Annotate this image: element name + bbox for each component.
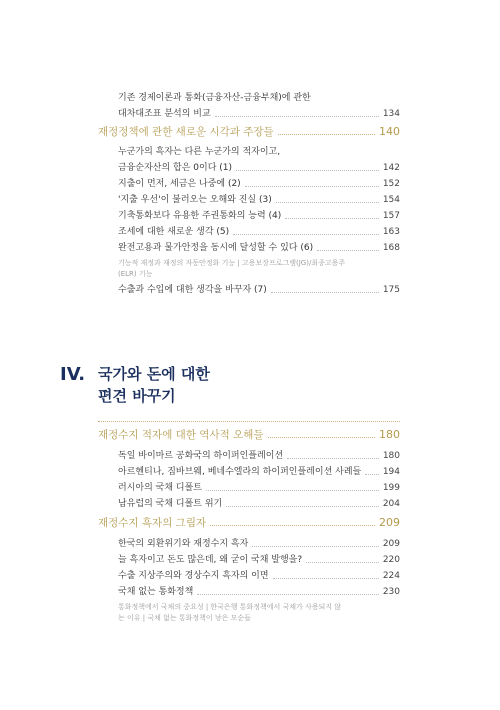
dot-leader [278,134,375,135]
toc-entry [118,482,400,494]
toc-entry-title: '지출 우선'이 불러오는 오해와 진실 (3) [118,195,272,205]
dot-leader [236,170,379,171]
separator-line [98,421,400,422]
toc-entry-title: 대차대조표 분석의 비교 [118,109,211,119]
page-number: 168 [382,243,400,253]
page-number: 142 [382,163,400,173]
page-number: 157 [382,211,400,221]
toc-entry [118,178,400,190]
note-line: (ELR) 기능 [118,270,153,278]
dot-leader [226,506,379,507]
page-number: 199 [382,483,400,493]
toc-entry [118,194,400,206]
dot-leader [285,218,379,219]
toc-entry [118,586,400,598]
toc-entry-title: 금융순자산의 합은 0이다 (1) [118,163,232,173]
toc-entry-title: 기축통화보다 유용한 주권통화의 능력 (4) [118,211,282,221]
toc-entry-title: 완전고용과 물가안정을 동시에 달성할 수 있다 (6) [118,243,314,253]
toc-entry-title: 아르헨티나, 짐바브웨, 베네수엘라의 하이퍼인플레이션 사례들 [118,467,362,477]
toc-entry [118,450,400,462]
note-line: 기능적 재정과 재정의 자동안정화 기능 | 고용보장프로그램(JG)/최종고용주 [118,259,346,267]
toc-entry-title: 국채 없는 통화정책 [118,587,194,597]
toc-entry-title: 독일 바이마르 공화국의 하이퍼인플레이션 [118,451,284,461]
toc-entry [118,466,400,478]
dot-leader [365,474,379,475]
dot-leader [276,202,379,203]
toc-entry-title: 수출 지상주의와 경상수지 흑자의 이면 [118,571,269,581]
dot-leader [287,458,379,459]
toc-section-fiscal-policy [98,125,400,139]
page-number: 230 [382,587,400,597]
dot-leader [271,292,379,293]
toc-entry [118,162,400,174]
toc-entry-title: 수출과 수입에 대한 생각을 바꾸자 (7) [118,285,267,295]
toc-entry [118,146,400,158]
toc-entry-title: 늘 흑자이고 돈도 많은데, 왜 굳이 국채 발행을? [118,555,303,565]
dot-leader [252,546,379,547]
page-number: 209 [379,516,400,529]
toc-note [118,258,400,280]
section-title: 재정수지 적자에 대한 역사적 오해들 [98,429,264,441]
toc-entry [118,570,400,582]
toc-section-deficit-myths [98,428,400,442]
section-title: 재정정책에 관한 새로운 시각과 주장들 [98,126,274,138]
dot-leader [210,525,375,526]
toc-note [118,602,400,624]
toc-entry [118,284,400,296]
toc-entry [118,538,400,550]
dot-leader [245,186,379,187]
chapter-title-line2: 편견 바꾸기 [98,387,176,405]
dot-leader [206,490,379,491]
toc-entry-title: 누군가의 흑자는 다른 누군가의 적자이고, [118,147,281,157]
toc-entry-intro-cont [118,108,400,120]
note-line: 는 이유 | 국채 없는 통화정책이 낳은 모순들 [118,614,251,622]
page-number: 209 [382,539,400,549]
page-number: 224 [382,571,400,581]
toc-entry-title: 지출이 먼저, 세금은 나중에 (2) [118,179,241,189]
page-number: 140 [379,125,400,138]
page-number: 175 [382,285,400,295]
toc-entry-title: 러시아의 국채 디폴트 [118,483,202,493]
page-number: 180 [382,451,400,461]
toc-entry-title: 한국의 외환위기와 재정수지 흑자 [118,539,249,549]
note-line: 통화정책에서 국채의 중요성 | 한국은행 통화정책에서 국채가 사용되지 않 [118,603,342,611]
page-number: 204 [382,499,400,509]
toc-entry-title: 남유럽의 국채 디폴트 위기 [118,499,223,509]
section-title: 재정수지 흑자의 그림자 [98,517,207,529]
toc-entry-title: 기존 경제이론과 통화(금융자산-금융부채)에 관한 [118,93,311,103]
dot-leader [273,578,379,579]
dot-leader [306,562,379,563]
page-number: 180 [379,428,400,441]
dot-leader [215,116,379,117]
dot-leader [233,234,379,235]
page-number: 163 [382,227,400,237]
toc-entry [118,554,400,566]
chapter-title-line1: 국가와 돈에 대한 [98,365,210,383]
dot-leader [197,594,379,595]
toc-entry [118,210,400,222]
chapter-number: IV. [60,364,86,385]
page-number: 152 [382,179,400,189]
toc-entry [118,498,400,510]
page-number: 220 [382,555,400,565]
toc-section-surplus-shadow [98,516,400,530]
page-number: 134 [382,109,400,119]
toc-entry-intro [118,92,400,104]
toc-entry [118,226,400,238]
toc-entry [118,242,400,254]
page-number: 194 [382,467,400,477]
toc-entry-title: 조세에 대한 새로운 생각 (5) [118,227,230,237]
page-number: 154 [382,195,400,205]
dot-leader [268,437,376,438]
dot-leader [317,250,379,251]
